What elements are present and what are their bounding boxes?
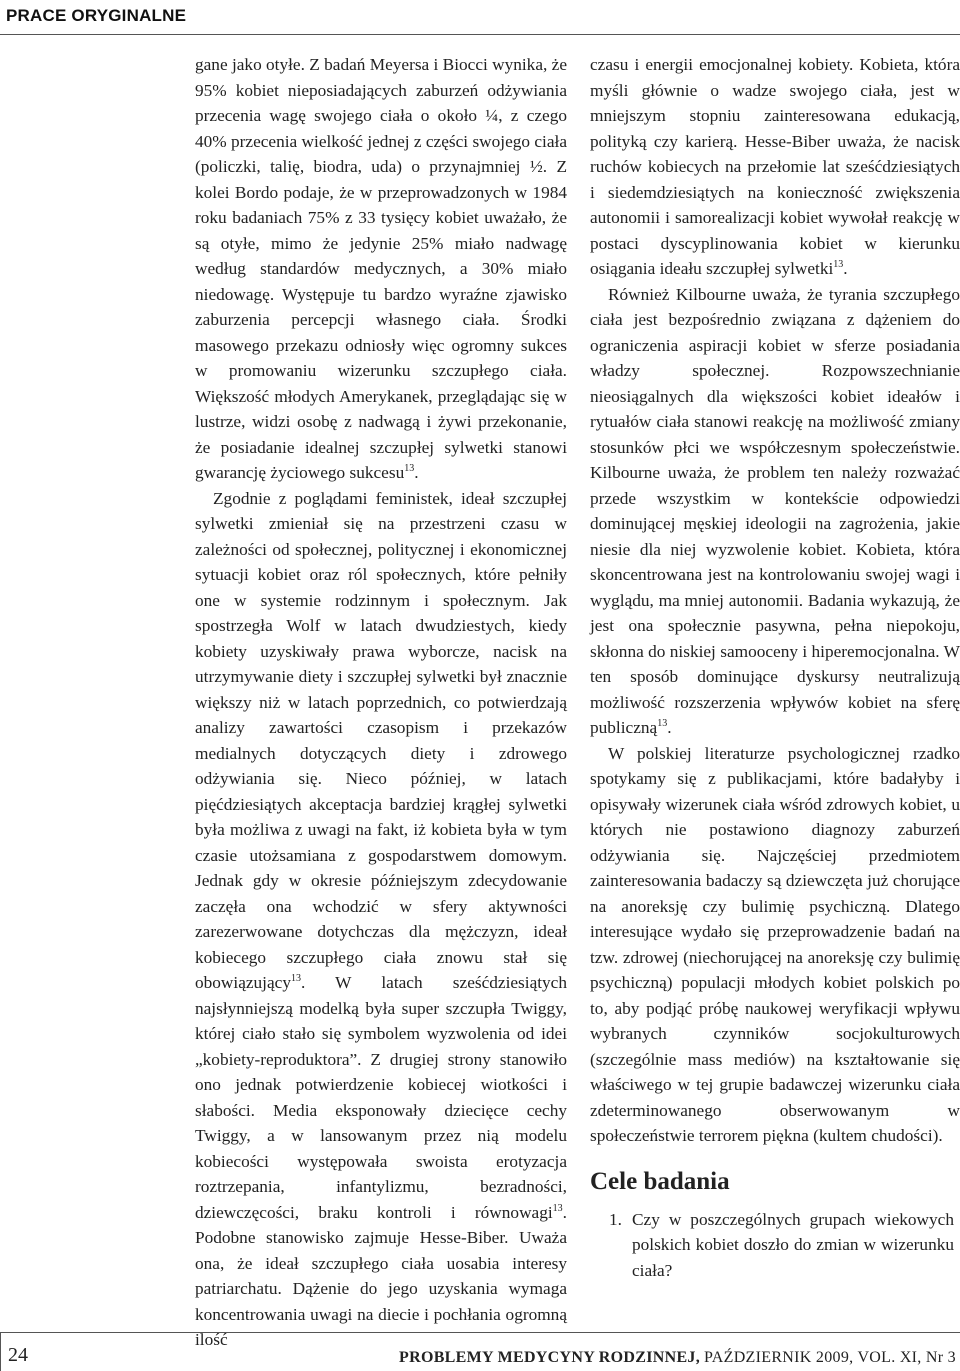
reference-marker: 13 bbox=[552, 1202, 563, 1214]
left-column bbox=[195, 52, 567, 1353]
paragraph-text: . bbox=[414, 463, 419, 482]
paragraph-text: . bbox=[667, 718, 672, 737]
journal-issue: PAŹDZIERNIK 2009, VOL. XI, Nr 3 bbox=[704, 1349, 956, 1366]
paragraph-text: Również Kilbourne uważa, że tyrania szczupłego ciała jest bezpośrednio związana z dążeniem do ograniczenia aspiracji kobiet w sferze posiadania władzy społecznej. Rozpowszechnianie nieosiągalnych dla większości kobiet ideałów i rytuałów ciała stanowi reakcję na możliwość zmiany stosunków płci we współczesnym społeczeństwie. Kilbourne uważa, że problem ten należy rozważać przede wszystkim w kontekście odpowiedzi dominującej męskiej ideologii na zagrożenia, jakie niesie dla niej wyzwolenie kobiet. Kobieta, która skoncentrowana jest na kontrolowaniu swojej wagi i wyglądu, ma mniej autonomii. Badania wykazują, że jest ona społecznie pasywna, pełna niepokoju, skłonna do niskiej samooceny i hiperemocjonalna. W ten sposób dominujące dyskursy neutralizują możliwość rozszerzenia wpływów kobiet na sferę publiczną bbox=[590, 284, 960, 737]
objectives-list bbox=[590, 1207, 960, 1284]
list-item bbox=[590, 1207, 960, 1284]
paragraph bbox=[195, 486, 567, 1353]
paragraph-text: gane jako otyłe. Z badań Meyersa i Biocci wynika, że 95% kobiet nieposiadających zaburzeń odżywiania przecenia wagę swojego ciała o około ¼, z czego 40% przecenia wielkość jednej z części swojego ciała (policzki, talię, biodra, uda) o przynajmniej ½. Z kolei Bordo podaje, że w przeprowadzonych w 1984 roku badaniach 75% z 33 tysięcy kobiet uważało, że są otyłe, mimo że jedynie 25% miało nadwagę według standardów medycznych, a 30% miało niedowagę. Występuje tu bardzo wyraźne zjawisko zaburzenia percepcji własnego ciała. Środki masowego przekazu odniosły więc ogromny sukces w promowaniu wizerunku szczupłego ciała. Większość młodych Amerykanek, przeglądając się w lustrze, widzi osobę z nadwagą i żywi przekonanie, że posiadanie idealnej szczupłej sylwetki stanowi gwarancję życiowego sukcesu bbox=[195, 55, 567, 482]
list-item-text: Czy w poszczególnych grupach wiekowych polskich kobiet doszło do zmian w wizerunku ciała? bbox=[632, 1209, 954, 1280]
section-heading: Cele badania bbox=[590, 1167, 730, 1195]
section-label: PRACE ORYGINALNE bbox=[6, 6, 187, 25]
paragraph: W polskiej literaturze psychologicznej rzadko spotykamy się z publikacjami, które badałyby i opisywały wizerunek ciała wśród zdrowych kobiet, u których nie postawiono diagnozy zaburzeń odżywiania się. Najczęściej przedmiotem zainteresowania badaczy są dziewczęta już chorujące na anoreksję czy bulimię psychiczną. Dlatego interesujące wydało się przeprowadzenie badań na tzw. zdrowej (niechorującej na anoreksję czy bulimię psychiczną) populacji młodych kobiet polskich po to, aby podjąć próbę naukowej weryfikacji wpływu wybranych czynników socjokulturowych (szczególnie mass mediów) na kształtowanie się właściwego w tej grupie badawczej wizerunku ciała zdeterminowanego obserwowanym w społeczeństwie terrorem piękna (kultem chudości). bbox=[590, 743, 960, 1145]
reference-marker: 13 bbox=[290, 973, 301, 985]
reference-marker: 13 bbox=[833, 259, 844, 271]
paragraph-text: . W latach sześćdziesiątych najsłynniejszą modelką była super szczupła Twiggy, której ciało stało się symbolem wyzwolenia od idei „kobiety-reproduktora”. Z drugiej strony stanowiło ono jednak potwierdzenie kobiecej wiotkości i słabości. Media eksponowały dziecięce cechy Twiggy, a w lansowanym przez nią modelu kobiecości występowała swoista erotyzacja roztrzepania, infantylizmu, bezradności, dziewczęcości, braku kontroli i równowagi bbox=[195, 973, 567, 1222]
page-number: 24 bbox=[8, 1344, 28, 1366]
list-item-number: 1. bbox=[609, 1209, 622, 1229]
reference-marker: 13 bbox=[657, 718, 668, 730]
paragraph-text: czasu i energii emocjonalnej kobiety. Kobieta, która myśli głównie o wadze swojego ciała, jest w mniejszym stopniu zainteresowana edukacją, polityką czy karierą. Hesse-Biber uważa, że nacisk ruchów kobiecych na przełomie lat sześćdziesiątych i siedemdziesiątych na konieczność zwiększenia autonomii i samorealizacji kobiet wywołał reakcję w postaci dyscyplinowania kobiet w kierunku osiągania ideału szczupłej sylwetki bbox=[590, 55, 960, 278]
paragraph-text: . Podobne stanowisko zajmuje Hesse-Biber. Uważa ona, że ideał szczupłego ciała uosabia interesy patriarchatu. Dążenie do jego uzyskania wymaga koncentrowania uwagi na diecie i pochłania ogromną ilość bbox=[195, 1202, 567, 1349]
right-column bbox=[590, 52, 960, 1283]
journal-name: PROBLEMY MEDYCYNY RODZINNEJ, bbox=[399, 1349, 701, 1366]
header-rule bbox=[0, 34, 960, 35]
reference-marker: 13 bbox=[404, 463, 415, 475]
paragraph bbox=[195, 52, 567, 486]
paragraph bbox=[590, 282, 960, 741]
paragraph-text: Zgodnie z poglądami feministek, ideał szczupłej sylwetki zmieniał się na przestrzeni czasu w zależności od społecznej, politycznej i ekonomicznej sytuacji kobiet oraz ról społecznych, które pełniły one w systemie rodzinnym i społecznym. Jak spostrzegła Wolf w latach dwudziestych, kiedy kobiety uzyskiwały prawa wyborcze, nacisk na utrzymywanie diety i szczupłej sylwetki był znacznie większy niż w latach poprzednich, co potwierdzają analizy zawartości czasopism i przekazów medialnych dotyczących diety i zdrowego odżywiania się. Nieco później, w latach pięćdziesiątych akceptacja bardziej krągłej sylwetki była możliwa z uwagi na fakt, iż kobieta była w tym czasie utożsamiana z gospodarstwem domowym. Jednak gdy w okresie późniejszym zdecydowanie zaczęła ona wchodzić w sfery aktywności zarezerwowane dotychczas dla mężczyzn, ideał kobiecego szczupłego ciała znowu stał się obowiązujący bbox=[195, 488, 567, 992]
paragraph-text: . bbox=[843, 259, 848, 278]
paragraph bbox=[590, 52, 960, 282]
journal-info bbox=[399, 1349, 956, 1367]
